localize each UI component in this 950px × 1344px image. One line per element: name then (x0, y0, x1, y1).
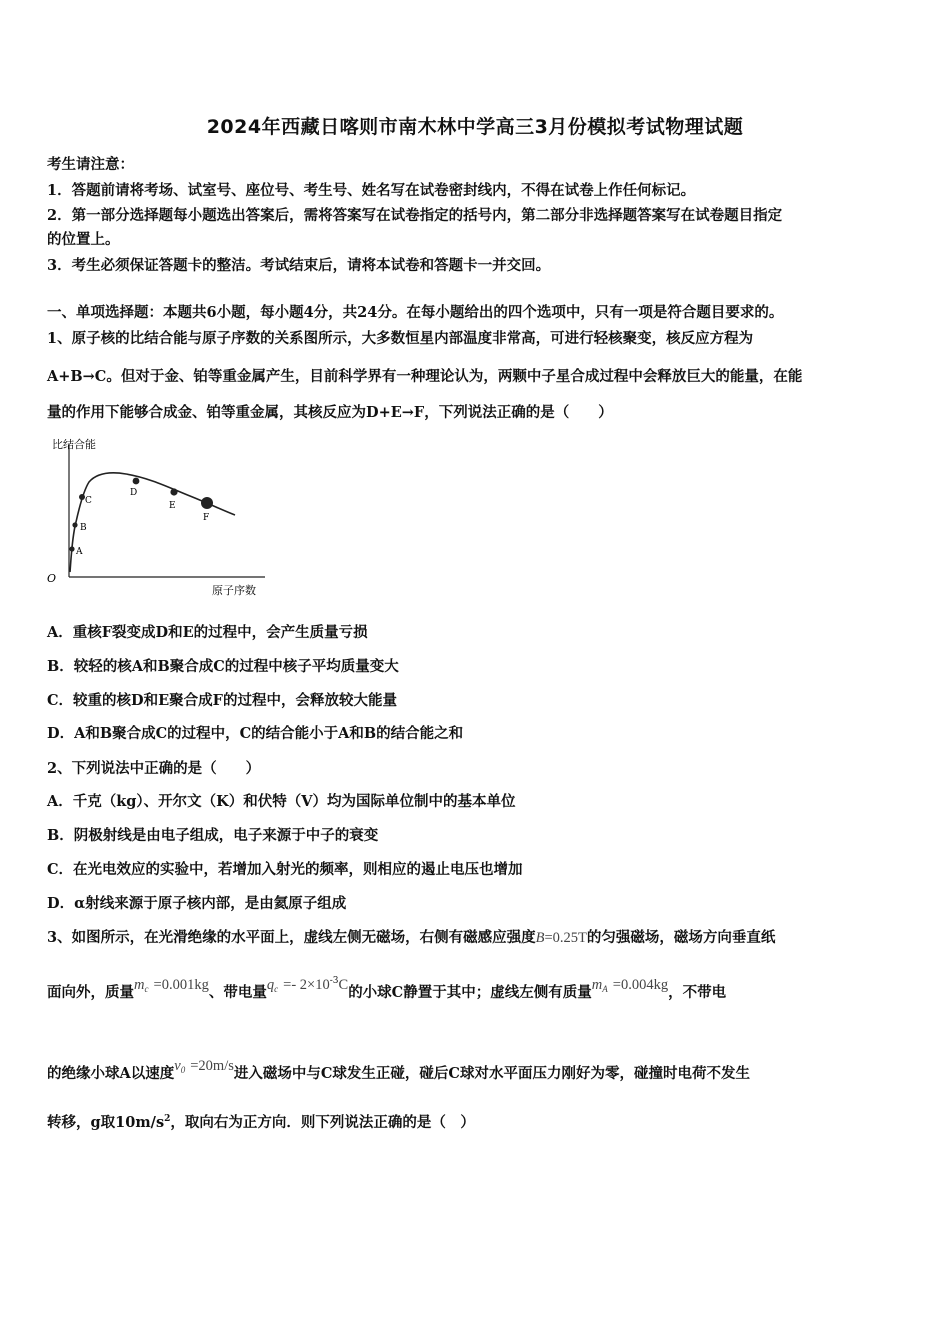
q3-math-value: =0.25T (544, 930, 587, 946)
binding-energy-figure (40, 432, 280, 602)
figure-y-label: 比结合能 (52, 438, 96, 451)
q3-math-v0: $v_0 =20m/s$ (174, 1058, 234, 1075)
page-title: 2024年西藏日喀则市南木林中学高三3月份模拟考试物理试题 (206, 116, 744, 138)
figure-x-label: 原子序数 (212, 584, 256, 597)
q1-option: C．较重的核D和E聚合成F的过程中，会释放较大能量 (47, 692, 397, 709)
q3-text: 转移，g取10m/s (47, 1114, 165, 1131)
q3-stem-line (47, 976, 727, 1002)
point-marker-b (72, 522, 77, 527)
q3-text: ，取向右为正方向．则下列说法正确的是（ ） (170, 1114, 475, 1131)
q3-math-mc: $m_c =0.001kg$ (134, 977, 209, 994)
q3-stem-line (47, 1058, 750, 1083)
point-label-d: D (130, 488, 138, 498)
q1-option: A．重核F裂变成D和E的过程中，会产生质量亏损 (47, 624, 368, 641)
q3-text: 的绝缘小球A以速度 (47, 1065, 175, 1082)
q1-stem-line: 1、原子核的比结合能与原子序数的关系图所示，大多数恒星内部温度非常高，可进行轻核聚变，核反应方程为 (47, 330, 754, 347)
q3-stem-line (47, 926, 775, 947)
q1-stem-line: A+B→C。但对于金、铂等重金属产生，目前科学界有一种理论认为，两颗中子星合成过程中会释放巨大的能量，在能 (47, 368, 803, 385)
q2-option: D．α射线来源于原子核内部，是由氦原子组成 (47, 895, 347, 912)
point-label-e: E (169, 501, 176, 511)
point-marker-a (69, 546, 74, 551)
q2-option: B．阴极射线是由电子组成，电子来源于中子的衰变 (47, 827, 379, 844)
q2-option: A．千克（kg）、开尔文（K）和伏特（V）均为国际单位制中的基本单位 (47, 793, 516, 810)
notice-item: 3．考生必须保证答题卡的整洁。考试结束后，请将本试卷和答题卡一并交回。 (47, 257, 551, 274)
q2-option: C．在光电效应的实验中，若增加入射光的频率，则相应的遏止电压也增加 (47, 861, 523, 878)
notice-item: 2．第一部分选择题每小题选出答案后，需将答案写在试卷指定的括号内，第二部分非选择题答案写在试卷题目指定 (47, 207, 783, 224)
binding-energy-curve (70, 473, 235, 572)
q3-text: 的小球C静置于其中；虚线左侧有质量 (348, 984, 592, 1001)
q3-text: ，不带电 (668, 984, 727, 1001)
q3-text: 3、如图所示，在光滑绝缘的水平面上，虚线左侧无磁场，右侧有磁感应强度 (47, 929, 536, 946)
notice-heading: 考生请注意： (47, 156, 134, 173)
q2-stem: 2、下列说法中正确的是（ ） (47, 760, 261, 777)
point-label-c: C (85, 496, 92, 506)
q3-exponent: 2 (164, 1114, 171, 1125)
q1-option: B．较轻的核A和B聚合成C的过程中核子平均质量变大 (47, 658, 399, 675)
q3-math-var: B (535, 930, 545, 946)
q1-stem-line: 量的作用下能够合成金、铂等重金属，其核反应为D+E→F，下列说法正确的是（ ） (47, 404, 613, 421)
point-label-b: B (80, 523, 87, 533)
point-label-a: A (76, 547, 83, 557)
point-marker-e (170, 488, 177, 495)
q3-text: 、带电量 (208, 984, 267, 1001)
q3-text: 的匀强磁场，磁场方向垂直纸 (586, 929, 776, 946)
point-label-f: F (203, 513, 210, 523)
point-marker-f (201, 497, 213, 509)
notice-item: 1．答题前请将考场、试室号、座位号、考生号、姓名写在试卷密封线内，不得在试卷上作任何标记。 (47, 182, 696, 199)
q3-text: 面向外，质量 (47, 984, 134, 1001)
q3-stem-line (47, 1111, 475, 1132)
q3-math-ma: $m_A =0.004kg$ (591, 977, 669, 994)
notice-item: 的位置上。 (47, 231, 120, 248)
q1-option: D．A和B聚合成C的过程中，C的结合能小于A和B的结合能之和 (47, 725, 464, 742)
section-heading: 一、单项选择题：本题共6小题，每小题4分，共24分。在每小题给出的四个选项中，只有一项是符合题目要求的。 (47, 304, 784, 321)
point-marker-d (133, 478, 140, 485)
figure-origin: O (47, 572, 57, 585)
q3-text: 进入磁场中与C球发生正碰，碰后C球对水平面压力刚好为零，碰撞时电荷不发生 (233, 1065, 750, 1082)
q3-math-qc: $q_c =- 2\times 10^{-3}C$ (266, 976, 349, 994)
